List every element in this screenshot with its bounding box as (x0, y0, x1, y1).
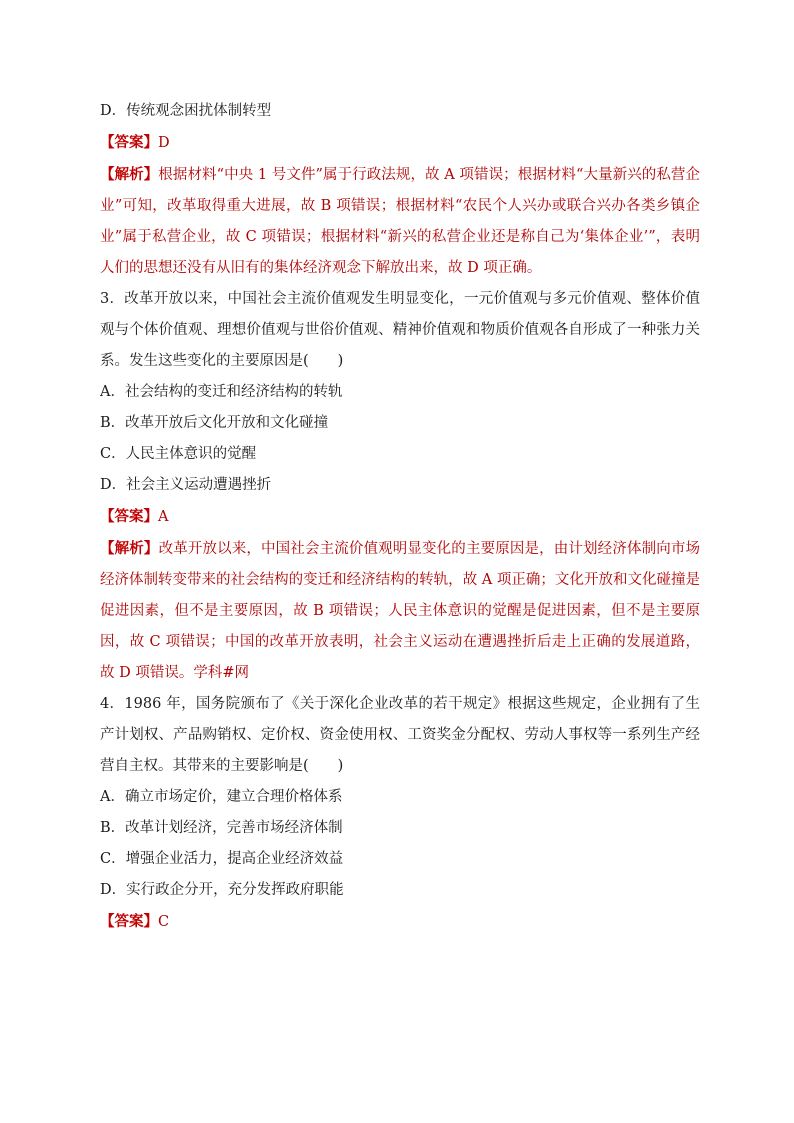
analysis-text: 改革开放以来，中国社会主流价值观明显变化的主要原因是，由计划经济体制向市场经济体制转变带来的社会结构的变迁和经济结构的转轨，故 A 项正确；文化开放和文化碰撞是促进因素，但不是主要原因，故 B 项错误；人民主体意识的觉醒是促进因素，但不是主要原因，故 C 项错误；中国的改革开放表明，社会主义运动在遭遇挫折后走上正确的发展道路，故 D 项错误。学科#网 (100, 541, 701, 681)
q3-stem: 3．改革开放以来，中国社会主流价值观发生明显变化，一元价值观与多元价值观、整体价值观与个体价值观、理想价值观与世俗价值观、精神价值观和物质价值观各自形成了一种张力关系。发生这些变化的主要原因是( ) (100, 291, 700, 369)
q3-option-c: C．人民主体意识的觉醒 (100, 446, 257, 462)
q2-answer (100, 127, 700, 159)
answer-value: C (158, 914, 170, 930)
q4-option-d: D．实行政企分开，充分发挥政府职能 (100, 882, 344, 898)
q3-option-a: A．社会结构的变迁和经济结构的转轨 (100, 384, 343, 400)
answer-value: A (158, 509, 169, 525)
answer-tag: 【答案】 (100, 134, 158, 151)
q4-option-c: C．增强企业活力，提高企业经济效益 (100, 851, 344, 867)
q3-answer (100, 501, 700, 533)
answer-tag: 【答案】 (100, 508, 158, 525)
q4-option-b: B．改革计划经济，完善市场经济体制 (100, 820, 343, 836)
answer-value: D (158, 135, 170, 151)
analysis-tag: 【解析】 (100, 166, 159, 183)
q4-option-a: A．确立市场定价，建立合理价格体系 (100, 789, 343, 805)
q2-option-d: D．传统观念困扰体制转型 (100, 103, 272, 119)
q4-answer (100, 906, 700, 938)
q2-analysis (100, 159, 700, 284)
q3-option-d: D．社会主义运动遭遇挫折 (100, 477, 272, 493)
q3-analysis (100, 533, 700, 689)
document-content (100, 96, 700, 938)
q3-option-b: B．改革开放后文化开放和文化碰撞 (100, 415, 329, 431)
answer-tag: 【答案】 (100, 913, 158, 930)
analysis-tag: 【解析】 (100, 540, 159, 557)
analysis-text: 根据材料“中央 1 号文件”属于行政法规，故 A 项错误；根据材料“大量新兴的私营企业”可知，改革取得重大进展，故 B 项错误；根据材料“农民个人兴办或联合兴办各类乡镇企业”属于私营企业，故 C 项错误；根据材料“新兴的私营企业还是称自己为‘集体企业’”，表明人们的思想还没有从旧有的集体经济观念下解放出来，故 D 项正确。 (100, 167, 700, 276)
q4-stem: 4．1986 年，国务院颁布了《关于深化企业改革的若干规定》根据这些规定，企业拥有了生产计划权、产品购销权、定价权、资金使用权、工资奖金分配权、劳动人事权等一系列生产经营自主权。其带来的主要影响是( ) (100, 696, 700, 774)
